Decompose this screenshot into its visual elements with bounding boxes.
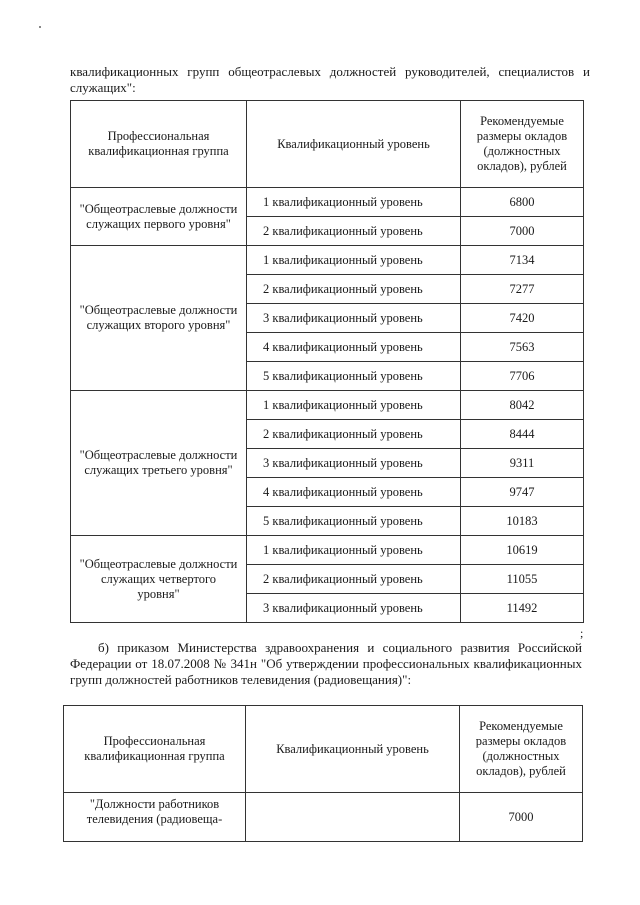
table-row: [71, 246, 584, 275]
salary-cell: 7000: [460, 793, 583, 842]
level-cell: 2 квалификационный уровень: [247, 420, 461, 449]
level-cell: 1 квалификационный уровень: [247, 391, 461, 420]
scan-speck: [39, 26, 41, 28]
header-salary: Рекомендуемые размеры окладов (должностных окладов), рублей: [460, 706, 583, 793]
intro-text: квалификационных групп общеотраслевых должностей руководителей, специалистов и служащих":: [70, 64, 590, 95]
level-cell: 2 квалификационный уровень: [247, 217, 461, 246]
level-cell: 2 квалификационный уровень: [247, 565, 461, 594]
salary-cell: 11055: [461, 565, 584, 594]
paragraph-b: б) приказом Министерства здравоохранения и социального развития Российской Федерации от 18.07.2008 № 341н "Об утверждении профессиональных квалификационных групп должностей работников телевидения (радиовещания)":: [70, 640, 582, 687]
salary-cell: 7420: [461, 304, 584, 333]
group-name-cell: [71, 391, 247, 536]
group-name: "Должности работников телевидения (радиовеща-: [86, 797, 223, 826]
semicolon-mark: ;: [580, 626, 584, 640]
level-cell: [246, 793, 460, 842]
salary-table-general: [70, 100, 584, 623]
level-cell: 3 квалификационный уровень: [247, 449, 461, 478]
level-cell: 5 квалификационный уровень: [247, 362, 461, 391]
level-cell: 1 квалификационный уровень: [247, 536, 461, 565]
salary-cell: 7706: [461, 362, 584, 391]
salary-cell: 7563: [461, 333, 584, 362]
salary-cell: 8444: [461, 420, 584, 449]
level-cell: 1 квалификационный уровень: [247, 246, 461, 275]
level-cell: 4 квалификационный уровень: [247, 333, 461, 362]
salary-cell: 9747: [461, 478, 584, 507]
table-header-row: [71, 101, 584, 188]
group-name: "Общеотраслевые должности служащих третьего уровня": [79, 448, 238, 477]
table-row: [71, 536, 584, 565]
header-qualification-level: Квалификационный уровень: [247, 101, 461, 188]
table-row: [71, 188, 584, 217]
salary-cell: 6800: [461, 188, 584, 217]
header-salary: Рекомендуемые размеры окладов (должностных окладов), рублей: [461, 101, 584, 188]
level-cell: 4 квалификационный уровень: [247, 478, 461, 507]
table-row: [64, 793, 583, 842]
table-body: [71, 188, 584, 623]
salary-table-television: [63, 705, 583, 842]
level-cell: 1 квалификационный уровень: [247, 188, 461, 217]
group-name: "Общеотраслевые должности служащих второго уровня": [79, 303, 238, 332]
salary-cell: 7277: [461, 275, 584, 304]
salary-cell: 10183: [461, 507, 584, 536]
group-name-cell: [71, 246, 247, 391]
table-header-row: [64, 706, 583, 793]
header-qualification-level: Квалификационный уровень: [246, 706, 460, 793]
header-professional-group: Профессиональная квалификационная группа: [71, 101, 247, 188]
salary-cell: 11492: [461, 594, 584, 623]
table-row: [71, 391, 584, 420]
group-name-cell: [71, 188, 247, 246]
salary-cell: 7000: [461, 217, 584, 246]
header-professional-group: Профессиональная квалификационная группа: [64, 706, 246, 793]
level-cell: 2 квалификационный уровень: [247, 275, 461, 304]
salary-cell: 9311: [461, 449, 584, 478]
salary-cell: 8042: [461, 391, 584, 420]
group-name: "Общеотраслевые должности служащих четвертого уровня": [79, 556, 238, 601]
group-name-cell: [71, 536, 247, 623]
salary-cell: 7134: [461, 246, 584, 275]
level-cell: 3 квалификационный уровень: [247, 594, 461, 623]
group-name: "Общеотраслевые должности служащих первого уровня": [79, 201, 238, 231]
salary-cell: 10619: [461, 536, 584, 565]
group-name-cell: [64, 793, 246, 842]
level-cell: 5 квалификационный уровень: [247, 507, 461, 536]
level-cell: 3 квалификационный уровень: [247, 304, 461, 333]
